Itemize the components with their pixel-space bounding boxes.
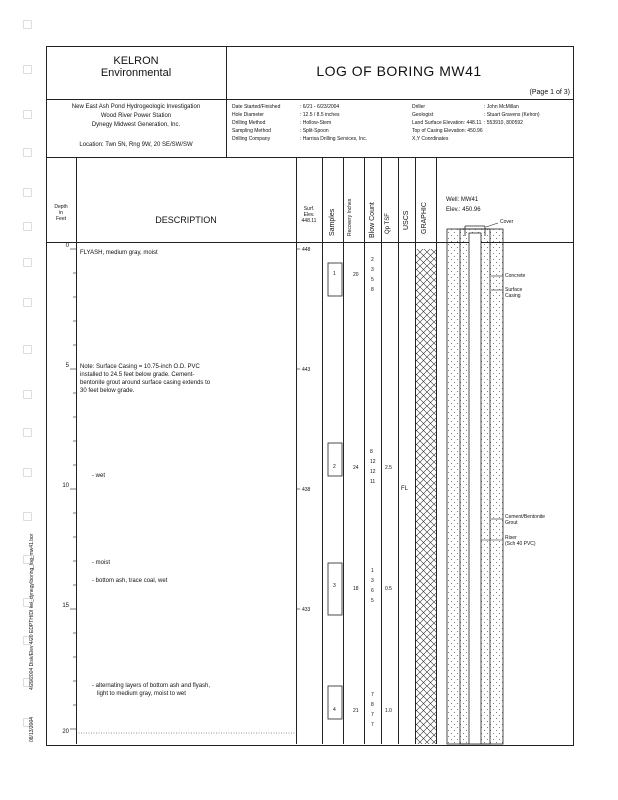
sample-no-1: 1 xyxy=(333,271,336,277)
info-left-values: : 6/21 - 6/23/2004 : 12.5 / 8.5 inches : Hollow-Stem : Split-Spoon : Harrisa Drilling Services, Inc. xyxy=(300,104,367,142)
desc-bottom-ash: - bottom ash, trace coal, wet xyxy=(92,578,168,584)
blow-counts-3: 1 3 6 5 xyxy=(371,568,374,604)
project-location: Location: Twn 5N, Rng 9W, 20 SE/SW/SW xyxy=(79,142,193,148)
side-date: 08/13/2004 xyxy=(29,716,35,742)
blow-count-header: Blow Count xyxy=(369,202,376,238)
sample-no-2: 2 xyxy=(333,464,336,470)
graphic-flyash-hatch xyxy=(416,249,436,744)
qp-2: 2.5 xyxy=(385,465,392,471)
well-label-surface-casing: Surface Casing xyxy=(505,287,523,299)
company-sub: Environmental xyxy=(100,67,172,79)
desc-alternating-2: light to medium gray, moist to wet xyxy=(97,691,186,697)
desc-note-1: Note: Surface Casing = 10.75-inch O.D. PVC xyxy=(80,364,200,370)
well-label-riser: Riser (Sch 40 PVC) xyxy=(505,535,536,547)
description-header: DESCRIPTION xyxy=(155,215,217,225)
depth-tick-15: 15 xyxy=(62,603,69,609)
depth-tick-20: 20 xyxy=(62,729,69,735)
surf-elev-header: Surf. Elev. 448.11 xyxy=(301,206,317,224)
elev-433: 433 xyxy=(302,607,311,613)
desc-note-4: 30 feet below grade. xyxy=(80,388,135,394)
project-line-1: New East Ash Pond Hydrogeologic Investigation xyxy=(71,104,201,110)
depth-tick-5: 5 xyxy=(65,363,69,369)
elev-448: 448 xyxy=(302,247,311,253)
side-file-path: 4/29/2004 Disk/Elev 4/20 EDPTH/DI kel_dynegy\boring_log_mw41.bor xyxy=(29,533,35,690)
company-name: KELRON xyxy=(113,55,159,67)
blow-counts-1: 2 3 5 8 xyxy=(371,257,374,293)
info-left-labels: Date Started/Finished Hole Diameter Drilling Method Sampling Method Drilling Company xyxy=(232,104,281,142)
desc-note-2: installed to 24.5 feet below grade. Cement- xyxy=(80,372,195,378)
samples-header: Samples xyxy=(329,208,336,236)
sample-rec-3: 18 xyxy=(353,586,359,592)
sample-rec-2: 24 xyxy=(353,465,359,471)
uscs-header: USCS xyxy=(403,210,410,230)
sample-no-4: 4 xyxy=(333,707,336,713)
well-elevation: Elev.: 450.96 xyxy=(446,207,481,213)
desc-flyash: FLYASH, medium gray, moist xyxy=(80,250,158,256)
depth-tick-10: 10 xyxy=(62,483,69,489)
recovery-header: Recovery Inches xyxy=(347,198,353,236)
sample-box-3 xyxy=(328,563,342,615)
sample-box-1 xyxy=(328,263,342,296)
sample-box-2 xyxy=(328,443,342,476)
project-line-2: Wood River Power Station xyxy=(100,113,172,119)
depth-header: Depth in Feet xyxy=(54,204,68,222)
sample-rec-1: 20 xyxy=(353,272,359,278)
well-label-concrete: Concrete xyxy=(505,273,526,279)
page-title: LOG OF BORING MW41 xyxy=(316,63,482,79)
desc-wet: - wet xyxy=(92,473,106,479)
desc-alternating-1: - alternating layers of bottom ash and flyash, xyxy=(92,683,211,689)
elev-443: 443 xyxy=(302,367,311,373)
riser-pipe xyxy=(469,233,481,744)
depth-tick-0: 0 xyxy=(65,243,69,249)
desc-moist: - moist xyxy=(92,560,110,566)
well-label-grout: Cement/Bentonite Grout xyxy=(505,514,546,526)
page-number: (Page 1 of 3) xyxy=(529,89,570,96)
desc-note-3: bentonite grout around surface casing extends to xyxy=(80,380,211,386)
blow-counts-2: 8 12 12 11 xyxy=(370,449,376,485)
qp-header: Qp TSF xyxy=(385,213,391,234)
qp-4: 1.0 xyxy=(385,708,392,714)
info-right-labels: Driller Geologist Land Surface Elevation: 448.11 Top of Casing Elevation: 450.96 X,Y Coordinates xyxy=(412,104,483,142)
graphic-header: GRAPHIC xyxy=(421,202,428,234)
qp-3: 0.5 xyxy=(385,586,392,592)
blow-counts-4: 7 8 7 7 xyxy=(371,692,374,728)
info-right-values: : John McMillan : Stuart Gravens (Kelron) : 553910, 800592 xyxy=(484,104,540,126)
well-label: Well: MW41 xyxy=(446,197,479,203)
project-line-3: Dynegy Midwest Generation, Inc. xyxy=(91,122,181,128)
sample-no-3: 3 xyxy=(333,583,336,589)
well-label-cover: Cover xyxy=(500,219,514,225)
sample-rec-4: 21 xyxy=(353,708,359,714)
uscs-code: FL xyxy=(401,486,409,492)
elev-438: 438 xyxy=(302,487,311,493)
sample-box-4 xyxy=(328,686,342,719)
